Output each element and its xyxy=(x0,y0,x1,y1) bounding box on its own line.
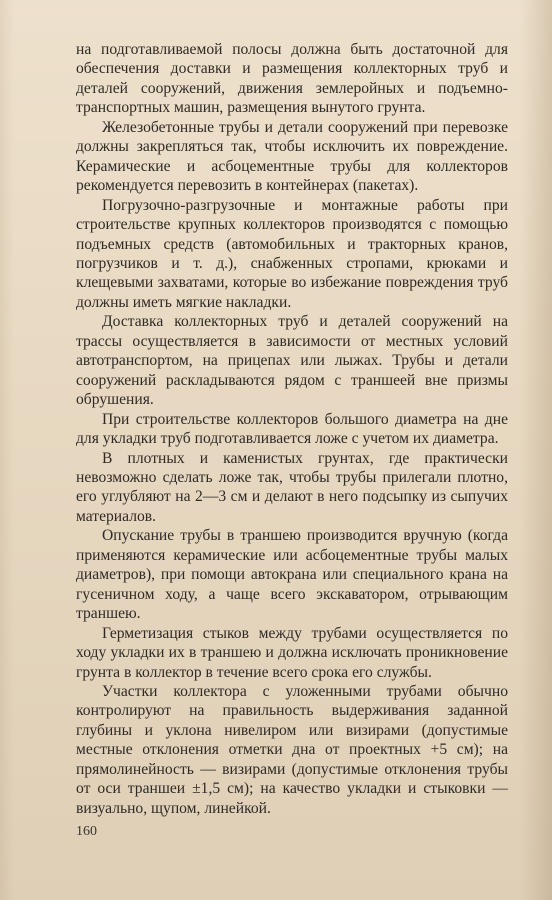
paragraph-loading-works: Погрузочно-разгрузочные и монтажные работы при строительстве крупных коллекторов производятся с помощью подъемных средств (автомобильных и тракторных кранов, погрузчиков и т. д.), снабженных стропами, крюками и клещевыми захватами, которые во избежание повреждения труб должны иметь мягкие накладки. xyxy=(76,196,508,311)
paragraph-bed-preparation: При строительстве коллекторов большого диаметра на дне для укладки труб подготавливается ложе с учетом их диаметра. xyxy=(76,410,508,448)
paragraph-delivery: Доставка коллекторных труб и деталей сооружений на трассы осуществляется в зависимости от местных условий автотранспортом, на прицепах или лыжах. Трубы и детали сооружений раскладываются рядом с траншеей вне призмы обрушения. xyxy=(76,313,508,409)
paragraph-pipe-transport: Железобетонные трубы и детали сооружений при перевозке должны закрепляться так, чтобы исключить их повреждение. Керамические и асбоцементные трубы для коллекторов рекомендуется перевозить в контейнерах (пакетах). xyxy=(76,118,508,195)
paragraph-pipe-lowering: Опускание трубы в траншею производится вручную (когда применяются керамические или асбоцементные трубы малых диаметров), при помощи автокрана или специального крана на гусеничном ходу, а чаще всего экскаватором, отрывающим траншею. xyxy=(76,527,508,623)
body-text xyxy=(76,40,508,818)
paragraph-dense-soils: В плотных и каменистых грунтах, где практически невозможно сделать ложе так, чтобы трубы прилегали плотно, его углубляют на 2—3 см и делают в него подсыпку из сыпучих материалов. xyxy=(76,449,508,525)
page-number: 160 xyxy=(76,824,97,839)
paragraph-continuation: на подготавливаемой полосы должна быть достаточной для обеспечения доставки и размещения коллекторных труб и деталей сооружений, движения землеройных и подъемно-транспортных машин, размещения вынутого грунта. xyxy=(76,41,508,117)
paragraph-quality-control: Участки коллектора с уложенными трубами обычно контролируют на правильность выдерживания заданной глубины и уклона нивелиром или визирами (допустимые местные отклонения отметки дна от проектных +5 см); на прямолинейность — визирами (допустимые отклонения трубы от оси траншеи ±1,5 см); на качество укладки и стыковки — визуально, щупом, линейкой. xyxy=(76,682,508,817)
paragraph-joint-sealing: Герметизация стыков между трубами осуществляется по ходу укладки их в траншею и должна исключать проникновение грунта в коллектор в течение всего срока его службы. xyxy=(76,624,508,681)
